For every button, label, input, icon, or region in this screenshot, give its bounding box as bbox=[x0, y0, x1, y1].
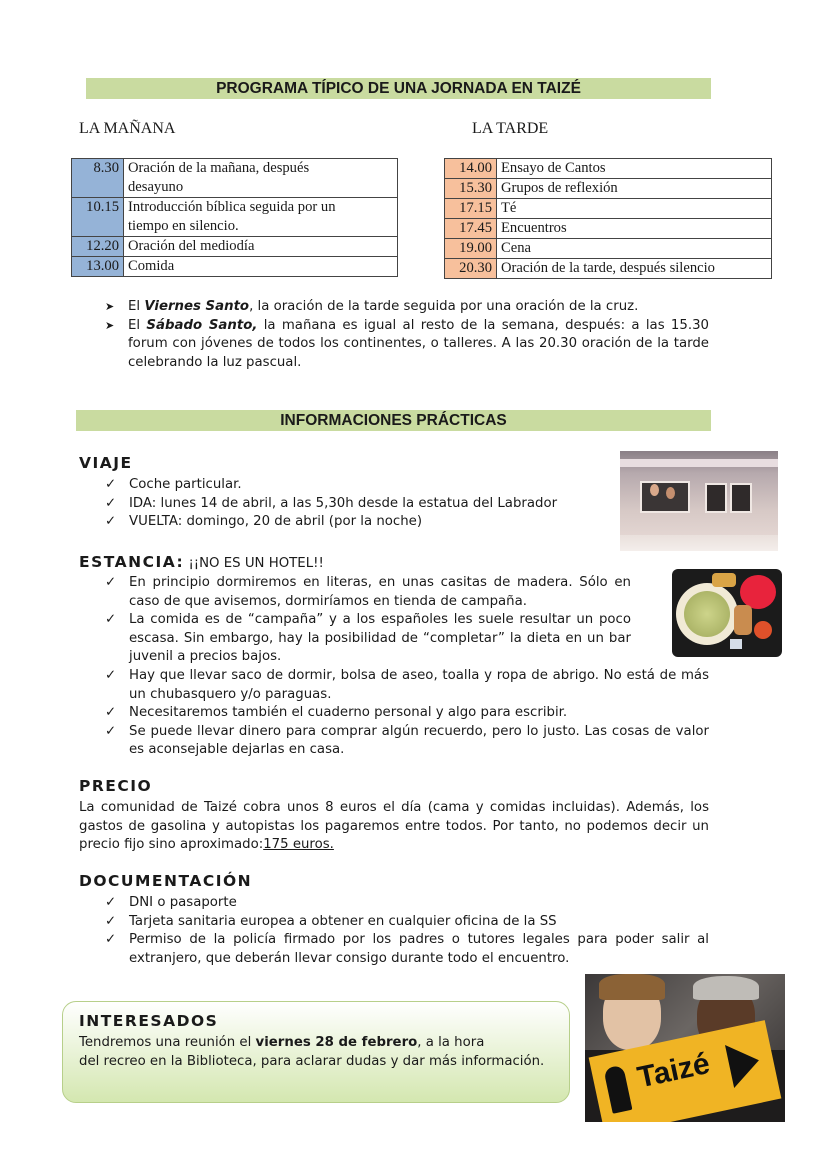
check-icon: ✓ bbox=[105, 575, 117, 590]
check-icon: ✓ bbox=[105, 932, 117, 948]
price-amount: 175 euros. bbox=[263, 837, 334, 853]
list-item: ✓ En principio dormiremos en literas, en unas casitas de madera. Sólo en caso de que avisemos, dormiríamos en tienda de campaña. bbox=[105, 575, 631, 609]
evening-schedule-table bbox=[444, 158, 772, 279]
cabin-photo bbox=[620, 451, 778, 551]
precio-text: La comunidad de Taizé cobra unos 8 euros el día (cama y comidas incluidas). Además, los gastos de gasolina y autopistas los pagaremos entre todos. Por tanto, no podemos decir un precio fijo sino aproximado:175 euros. bbox=[79, 800, 709, 853]
list-item: ✓ Tarjeta sanitaria europea a obtener en cualquier oficina de la SS bbox=[79, 913, 709, 932]
activity-cell: Introducción bíblica seguida por un tiempo en silencio. bbox=[124, 198, 398, 237]
list-item: ➤ El Viernes Santo, la oración de la tarde seguida por una oración de la cruz. bbox=[76, 298, 709, 317]
viaje-heading: VIAJE bbox=[79, 454, 133, 472]
arrow-right-icon bbox=[725, 1039, 763, 1088]
list-item: ✓ Coche particular. bbox=[79, 476, 619, 495]
check-icon: ✓ bbox=[105, 723, 117, 739]
table-row bbox=[72, 198, 398, 237]
check-icon: ✓ bbox=[105, 913, 117, 929]
activity-cell: Oración del mediodía bbox=[124, 237, 398, 257]
estancia-list bbox=[79, 574, 709, 760]
estancia-heading: ESTANCIA: ¡¡NO ES UN HOTEL!! bbox=[79, 553, 324, 571]
table-row bbox=[445, 199, 772, 219]
time-cell: 19.00 bbox=[445, 239, 497, 259]
list-item: ✓ Hay que llevar saco de dormir, bolsa de aseo, toalla y ropa de abrigo. No está de más un chubasquero y/o paraguas. bbox=[105, 667, 709, 702]
food-tray-photo bbox=[672, 569, 782, 657]
program-title: PROGRAMA TÍPICO DE UNA JORNADA EN TAIZÉ bbox=[86, 78, 711, 99]
activity-cell: Cena bbox=[497, 239, 772, 259]
interesados-heading: INTERESADOS bbox=[79, 1012, 219, 1030]
evening-heading: LA TARDE bbox=[472, 120, 549, 137]
viaje-list bbox=[79, 476, 619, 532]
sign-text: Taizé bbox=[634, 1046, 713, 1095]
morning-heading: LA MAÑANA bbox=[79, 120, 176, 137]
table-row bbox=[445, 239, 772, 259]
time-cell: 20.30 bbox=[445, 259, 497, 279]
time-cell: 13.00 bbox=[72, 257, 124, 277]
list-item: ➤ El Sábado Santo, la mañana es igual al resto de la semana, después: a las 15.30 forum con jóvenes de todos los continentes, o talleres. A las 20.30 oración de la tarde celebrando la luz pascual. bbox=[105, 317, 709, 370]
list-item: ✓ VUELTA: domingo, 20 de abril (por la noche) bbox=[79, 513, 619, 532]
time-cell: 17.15 bbox=[445, 199, 497, 219]
list-item: ✓ Se puede llevar dinero para comprar algún recuerdo, pero lo justo. Las cosas de valor es aconsejable dejarlas en casa. bbox=[105, 723, 709, 758]
activity-cell: Ensayo de Cantos bbox=[497, 159, 772, 179]
table-row bbox=[445, 219, 772, 239]
check-icon: ✓ bbox=[105, 667, 117, 683]
table-row bbox=[445, 159, 772, 179]
time-cell: 14.00 bbox=[445, 159, 497, 179]
check-icon: ✓ bbox=[105, 705, 117, 721]
activity-cell: Grupos de reflexión bbox=[497, 179, 772, 199]
table-row bbox=[445, 259, 772, 279]
check-icon: ✓ bbox=[105, 514, 117, 530]
interesados-box bbox=[62, 1001, 570, 1103]
activity-cell: Oración de la mañana, después desayuno bbox=[124, 159, 398, 198]
table-row bbox=[445, 179, 772, 199]
precio-heading: PRECIO bbox=[79, 777, 153, 795]
taize-sign-photo bbox=[585, 974, 785, 1122]
documentacion-list bbox=[79, 894, 709, 968]
info-title: INFORMACIONES PRÁCTICAS bbox=[76, 410, 711, 431]
list-item: ✓ Permiso de la policía firmado por los padres o tutores legales para poder salir al extranjero, que deberán llevar consigo durante todo el encuentro. bbox=[105, 932, 709, 966]
time-cell: 15.30 bbox=[445, 179, 497, 199]
program-notes bbox=[76, 298, 709, 372]
time-cell: 12.20 bbox=[72, 237, 124, 257]
walking-figure-icon bbox=[603, 1065, 632, 1114]
table-row bbox=[72, 257, 398, 277]
activity-cell: Té bbox=[497, 199, 772, 219]
check-icon: ✓ bbox=[105, 612, 117, 628]
arrow-bullet-icon: ➤ bbox=[105, 300, 115, 313]
list-item: ✓ La comida es de “campaña” y a los españoles les suele resultar un poco escasa. Sin embargo, hay la posibilidad de “completar” la dieta en un bar juvenil a precios bajos. bbox=[105, 612, 631, 665]
time-cell: 10.15 bbox=[72, 198, 124, 237]
list-item: ✓ DNI o pasaporte bbox=[79, 894, 709, 913]
time-cell: 8.30 bbox=[72, 159, 124, 198]
time-cell: 17.45 bbox=[445, 219, 497, 239]
check-icon: ✓ bbox=[105, 895, 117, 910]
list-item: ✓ IDA: lunes 14 de abril, a las 5,30h desde la estatua del Labrador bbox=[79, 495, 619, 514]
check-icon: ✓ bbox=[105, 477, 117, 492]
interesados-text: Tendremos una reunión el viernes 28 de febrero, a la hora del recreo en la Biblioteca, para aclarar dudas y dar más información. bbox=[79, 1035, 545, 1069]
list-item: ✓ Necesitaremos también el cuaderno personal y algo para escribir. bbox=[79, 704, 709, 723]
documentacion-heading: DOCUMENTACIÓN bbox=[79, 872, 253, 890]
table-row bbox=[72, 159, 398, 198]
activity-cell: Oración de la tarde, después silencio bbox=[497, 259, 772, 279]
arrow-bullet-icon: ➤ bbox=[105, 318, 115, 332]
activity-cell: Encuentros bbox=[497, 219, 772, 239]
activity-cell: Comida bbox=[124, 257, 398, 277]
morning-schedule-table bbox=[71, 158, 398, 277]
check-icon: ✓ bbox=[105, 495, 117, 511]
table-row bbox=[72, 237, 398, 257]
